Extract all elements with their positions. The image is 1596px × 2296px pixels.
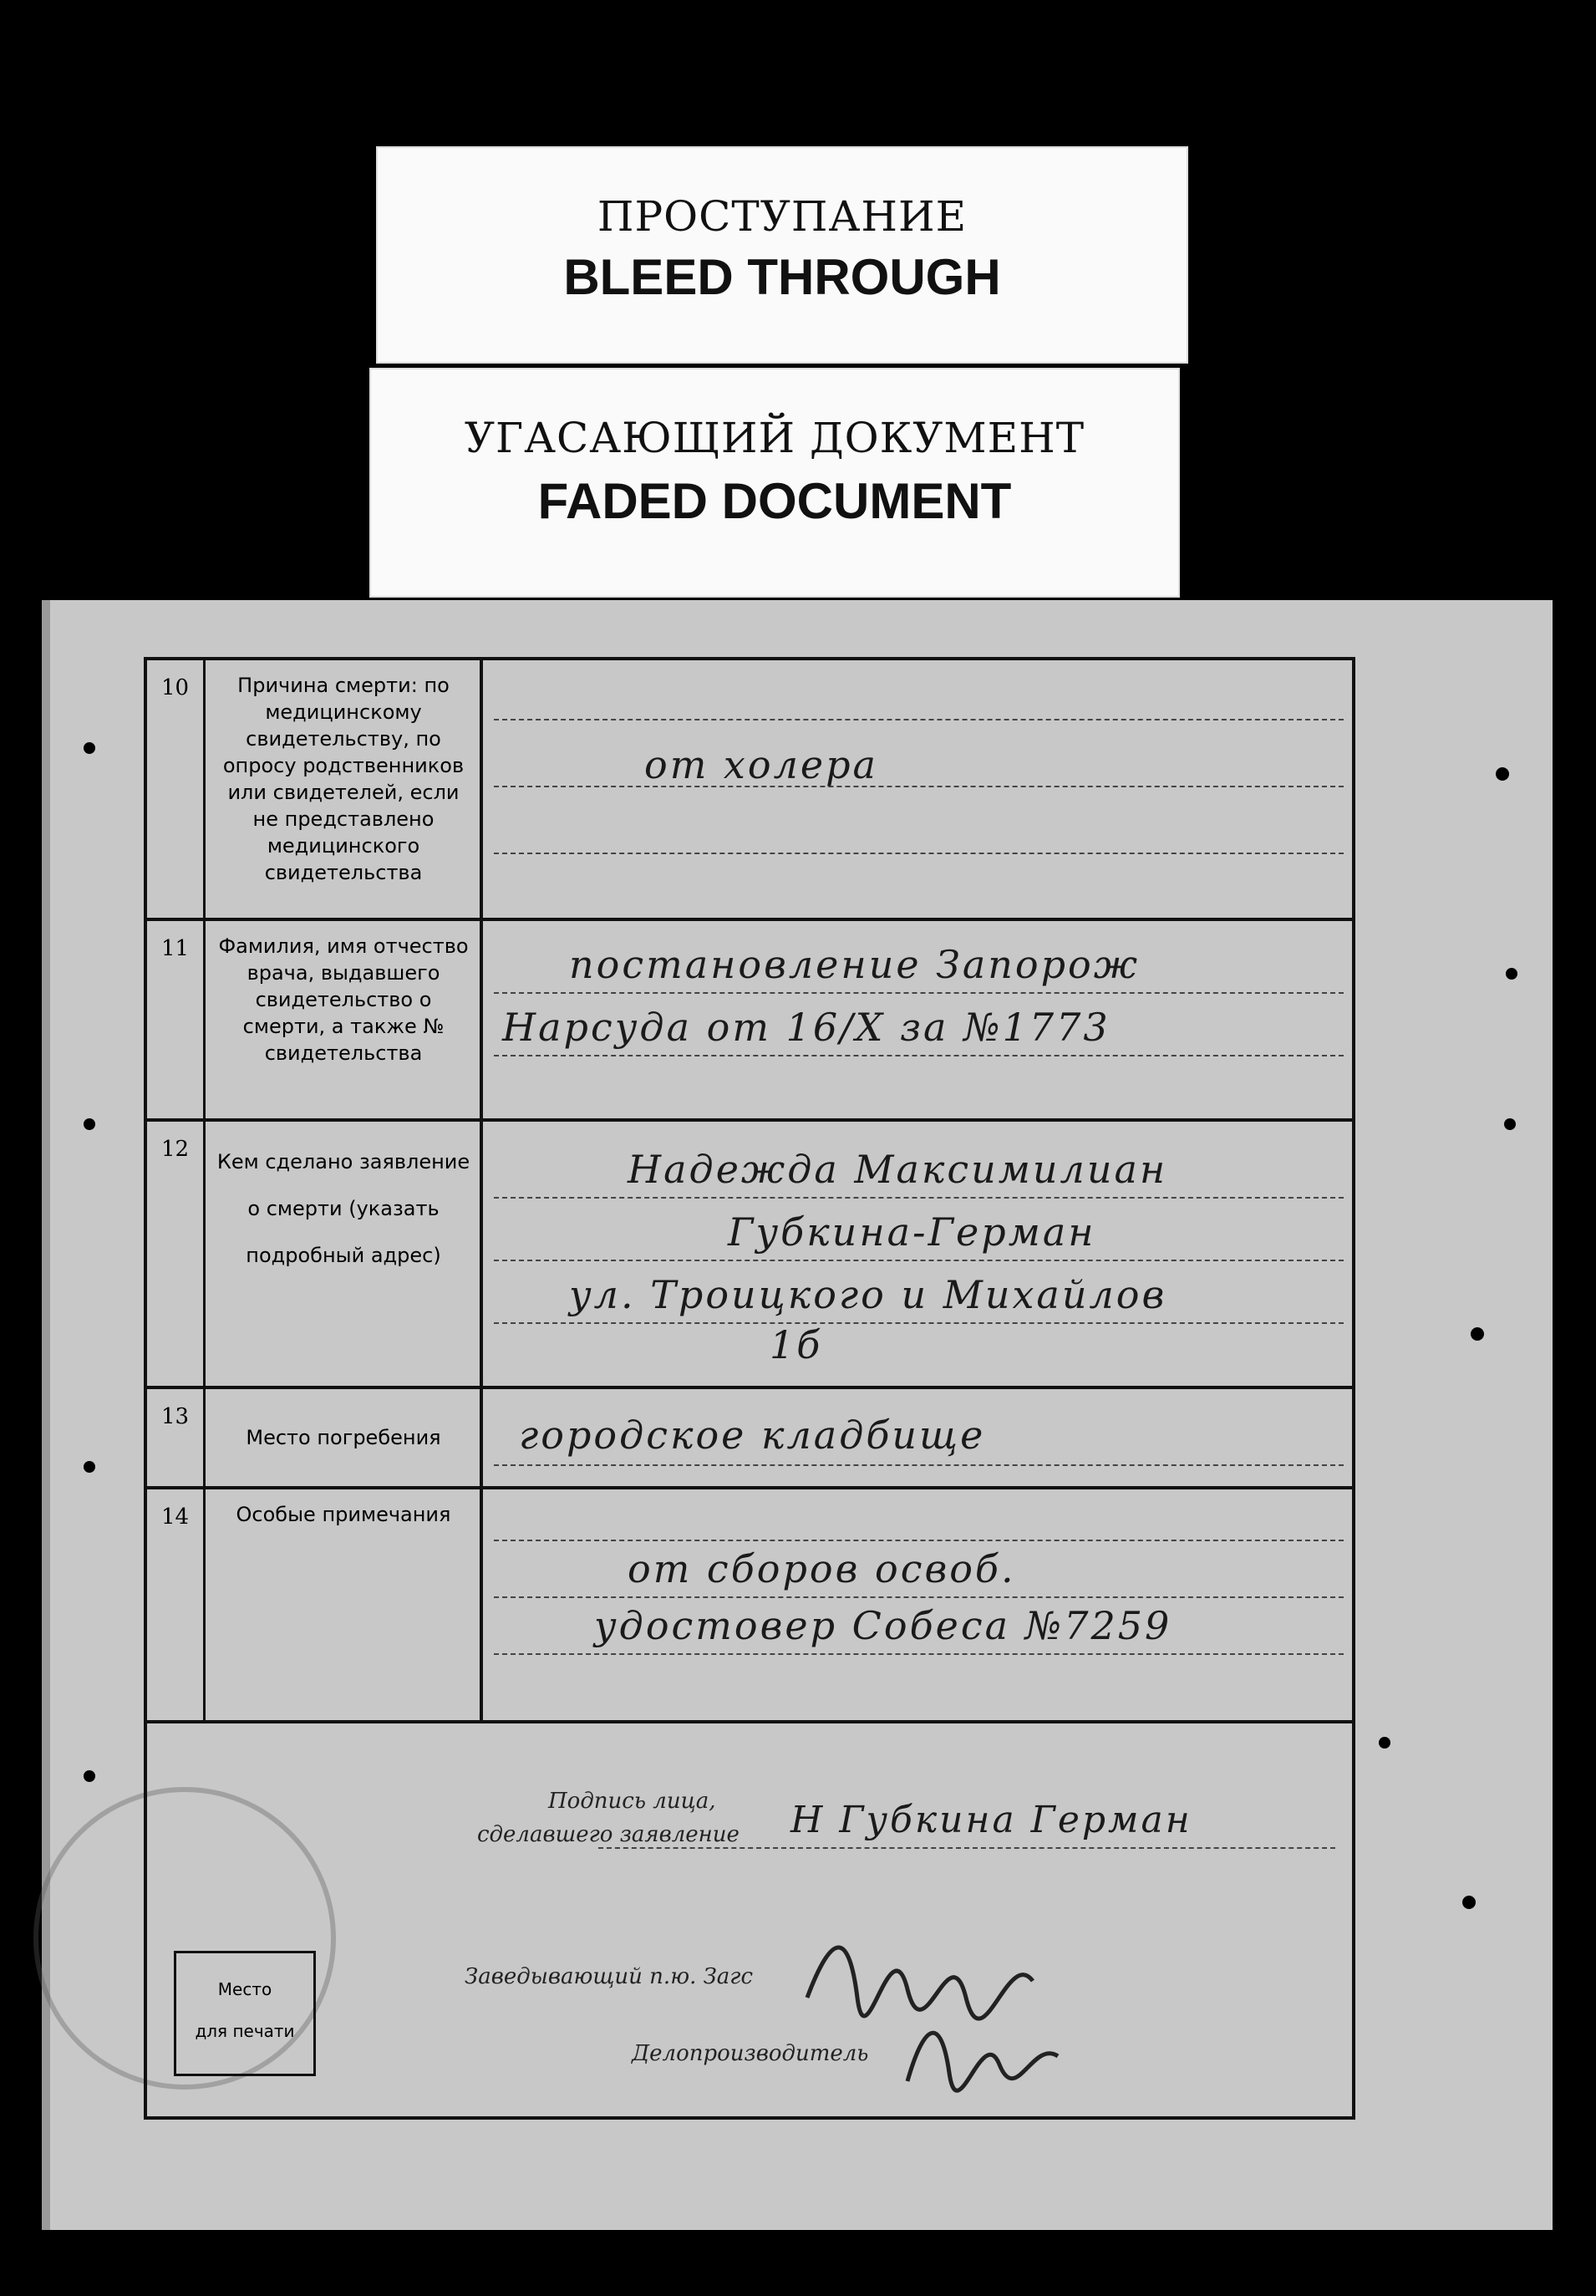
- row-label: Причина смерти: по медицинскому свидетельству, по опросу родственников или свидетелей, если не представлено медицинского свидетельства: [207, 660, 483, 918]
- dotted-line: [494, 1653, 1344, 1655]
- form-row-12: [147, 1122, 1352, 1389]
- signature-line: [598, 1847, 1335, 1849]
- row-label: Место погребения: [207, 1389, 483, 1486]
- clerk-label: Делопроизводитель: [632, 2041, 869, 2066]
- dotted-line: [494, 1540, 1344, 1541]
- dotted-line: [494, 1322, 1344, 1324]
- faded-document-ru: УГАСАЮЩИЙ ДОКУМЕНТ: [464, 414, 1085, 462]
- applicant-value-line4: 1б: [770, 1322, 823, 1367]
- burial-place-value: городское кладбище: [519, 1413, 986, 1458]
- handwritten-signatures: [782, 1897, 1167, 2098]
- cause-of-death-value: от холера: [644, 742, 878, 787]
- row-label: Особые примечания: [207, 1489, 483, 1720]
- doctor-value-line2: Нарсуда от 16/X за №1773: [502, 1005, 1111, 1050]
- dotted-line: [494, 853, 1344, 854]
- punch-hole: [84, 1118, 95, 1130]
- applicant-value-line3: ул. Троицкого и Михайлов: [569, 1272, 1167, 1317]
- applicant-signature: Н Губкина Герман: [790, 1799, 1192, 1841]
- death-record-sheet: [42, 600, 1553, 2230]
- head-of-registry-label: Заведывающий п.ю. Загс: [465, 1964, 754, 1989]
- row-value-area: [485, 1489, 1352, 1720]
- dotted-line: [494, 1197, 1344, 1199]
- punch-hole: [84, 1461, 95, 1473]
- form-row-13: [147, 1389, 1352, 1489]
- notes-value-line2: удостовер Собеса №7259: [594, 1603, 1172, 1648]
- punch-hole: [1471, 1327, 1484, 1341]
- applicant-value-line1: Надежда Максимилиан: [628, 1147, 1168, 1192]
- form-row-11: [147, 921, 1352, 1122]
- signature-label-1: Подпись лица,: [548, 1789, 716, 1814]
- form-row-14: [147, 1489, 1352, 1723]
- faded-document-en: FADED DOCUMENT: [537, 473, 1012, 529]
- doctor-value-line1: постановление Запорож: [569, 942, 1141, 987]
- row-value-area: [485, 660, 1352, 918]
- dotted-line: [494, 992, 1344, 994]
- punch-hole: [84, 742, 95, 754]
- dotted-line: [494, 1464, 1344, 1466]
- row-number: 10: [147, 660, 206, 918]
- row-number: 13: [147, 1389, 206, 1486]
- row-number: 14: [147, 1489, 206, 1720]
- row-value-area: [485, 1389, 1352, 1486]
- row-label: Кем сделано заявление о смерти (указать подробный адрес): [207, 1122, 483, 1386]
- bleed-through-slip: [376, 146, 1188, 364]
- applicant-value-line2: Губкина-Герман: [728, 1209, 1096, 1255]
- punch-hole: [1504, 1118, 1516, 1130]
- row-value-area: [485, 1122, 1352, 1386]
- dotted-line: [494, 1596, 1344, 1598]
- dotted-line: [494, 786, 1344, 787]
- dotted-line: [494, 719, 1344, 720]
- form-row-10: [147, 660, 1352, 921]
- faded-document-slip: [369, 368, 1180, 598]
- stamp-placeholder: [174, 1951, 316, 2076]
- punch-hole: [1496, 767, 1509, 781]
- stamp-place-label-2: для печати: [195, 2021, 295, 2041]
- punch-hole: [1462, 1896, 1476, 1909]
- stamp-place-label: Место: [217, 1979, 272, 1999]
- death-record-form: [144, 657, 1355, 2120]
- row-number: 11: [147, 921, 206, 1118]
- punch-hole: [1379, 1737, 1390, 1749]
- bleed-through-ru: ПРОСТУПАНИЕ: [597, 192, 968, 241]
- row-label: Фамилия, имя отчество врача, выдавшего свидетельство о смерти, а также № свидетельства: [207, 921, 483, 1118]
- punch-hole: [1506, 968, 1517, 980]
- signature-label-2: сделавшего заявление: [477, 1822, 740, 1847]
- punch-hole: [84, 1770, 95, 1782]
- dotted-line: [494, 1055, 1344, 1056]
- row-number: 12: [147, 1122, 206, 1386]
- row-value-area: [485, 921, 1352, 1118]
- notes-value-line1: от сборов освоб.: [628, 1546, 1016, 1591]
- dotted-line: [494, 1260, 1344, 1261]
- bleed-through-en: BLEED THROUGH: [563, 249, 1001, 305]
